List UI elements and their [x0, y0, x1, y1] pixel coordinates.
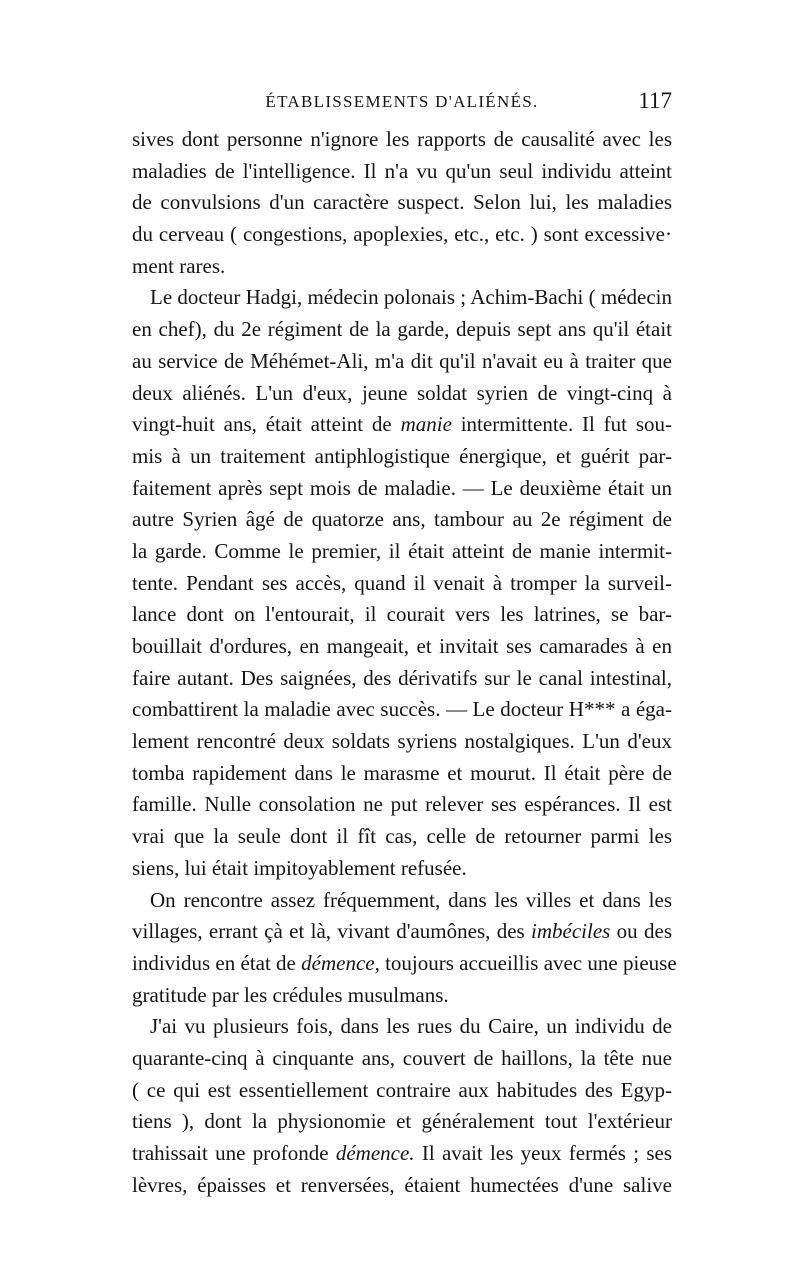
text-segment: ( ce qui est essentiellement contraire aux habitudes des Egyp- [132, 1077, 672, 1102]
text-segment: siens, lui était impitoyablement refusée. [132, 855, 467, 880]
text-segment: quarante-cinq à cinquante ans, couvert de haillons, la tête nue [132, 1045, 672, 1070]
text-line [132, 1075, 672, 1107]
text-line [132, 821, 672, 853]
text-line [132, 378, 672, 410]
text-line [132, 916, 672, 948]
text-segment: tomba rapidement dans le marasme et mourut. Il était père de [132, 760, 672, 785]
running-head-title: ÉTABLISSEMENTS D'ALIÉNÉS. [265, 92, 539, 111]
text-line [132, 1170, 672, 1202]
text-segment: vingt-huit ans, était atteint de [132, 412, 401, 437]
text-line [132, 473, 672, 505]
text-line [132, 346, 672, 378]
text-line [132, 853, 672, 885]
text-line [132, 980, 672, 1012]
text-line [132, 1138, 672, 1170]
italic-phrase: imbéciles [531, 919, 611, 944]
text-line [132, 663, 672, 695]
body-text [132, 124, 677, 1201]
text-segment: autre Syrien âgé de quatorze ans, tambour au 2e régiment de [132, 507, 672, 532]
text-segment: individus en état de [132, 950, 302, 975]
text-line [132, 441, 672, 473]
text-line [132, 156, 672, 188]
text-line [132, 1011, 672, 1043]
text-segment: ou des [610, 919, 672, 944]
text-segment: du cerveau ( congestions, apoplexies, etc., etc. ) sont excessive· [132, 222, 672, 247]
text-segment: au service de Méhémet-Ali, m'a dit qu'il n'avait eu à traiter que [132, 348, 672, 373]
text-segment: Le docteur Hadgi, médecin polonais ; Achim-Bachi ( médecin [150, 285, 672, 310]
text-segment: toujours accueillis avec une pieuse [379, 950, 677, 975]
text-line [132, 758, 672, 790]
text-line [132, 251, 672, 283]
text-line [132, 568, 672, 600]
text-segment: ment rares. [132, 253, 226, 278]
text-segment: tente. Pendant ses accès, quand il venait à tromper la surveil- [132, 570, 672, 595]
text-segment: mis à un traitement antiphlogistique énergique, et guérit par- [132, 443, 672, 468]
text-segment: lèvres, épaisses et renversées, étaient humectées d'une salive [132, 1172, 672, 1197]
text-segment: bouillait d'ordures, en mangeait, et invitait ses camarades à en [132, 634, 672, 658]
text-line [132, 409, 672, 441]
text-segment: maladies de l'intelligence. Il n'a vu qu'un seul individu atteint [132, 158, 672, 183]
italic-phrase: démence, [301, 950, 380, 975]
text-segment: tiens ), dont la physionomie et généralement tout l'extérieur [132, 1109, 672, 1134]
text-segment: gratitude par les crédules musulmans. [132, 982, 449, 1007]
text-segment: Il avait les yeux fermés ; ses [414, 1141, 672, 1165]
text-line [132, 124, 672, 156]
text-line [132, 504, 672, 536]
text-segment: en chef), du 2e régiment de la garde, depuis sept ans qu'il était [132, 317, 672, 342]
text-segment: famille. Nulle consolation ne put relever ses espérances. Il est [132, 792, 672, 817]
text-line [132, 219, 672, 251]
text-line [132, 1043, 672, 1075]
text-segment: On rencontre assez fréquemment, dans les villes et dans les [150, 887, 672, 912]
text-segment: intermittente. Il fut sou- [451, 412, 672, 437]
text-segment: faire autant. Des saignées, des dérivatifs sur le canal intestinal, [132, 665, 672, 690]
text-line [132, 948, 677, 980]
text-segment: la garde. Comme le premier, il était atteint de manie intermit- [132, 538, 672, 563]
text-line [132, 885, 672, 917]
running-head [132, 88, 672, 116]
text-line [132, 726, 672, 758]
text-line [132, 536, 672, 568]
text-line [132, 631, 672, 663]
text-segment: J'ai vu plusieurs fois, dans les rues du Caire, un individu de [150, 1014, 672, 1039]
text-line [132, 789, 672, 821]
text-segment: deux aliénés. L'un d'eux, jeune soldat syrien de vingt-cinq à [132, 380, 672, 405]
text-segment: sives dont personne n'ignore les rapports de causalité avec les [132, 127, 672, 151]
text-segment: de convulsions d'un caractère suspect. Selon lui, les maladies [132, 190, 672, 215]
italic-phrase: manie [400, 412, 452, 437]
text-line [132, 187, 672, 219]
text-segment: lance dont on l'entourait, il courait vers les latrines, se bar- [132, 602, 672, 627]
text-line [132, 282, 672, 314]
text-line [132, 1106, 672, 1138]
text-line [132, 314, 672, 346]
text-segment: villages, errant çà et là, vivant d'aumônes, des [132, 919, 532, 944]
page-number: 117 [638, 88, 672, 113]
text-line [132, 599, 672, 631]
text-segment: vrai que la seule dont il fît cas, celle de retourner parmi les [132, 824, 672, 849]
text-segment: lement rencontré deux soldats syriens nostalgiques. L'un d'eux [132, 729, 672, 754]
text-segment: faitement après sept mois de maladie. — Le deuxième était un [132, 475, 672, 500]
text-segment: combattirent la maladie avec succès. — Le docteur H*** a éga- [132, 697, 672, 722]
italic-phrase: démence. [335, 1141, 415, 1165]
text-segment: trahissait une profonde [132, 1141, 336, 1165]
text-line [132, 694, 672, 726]
